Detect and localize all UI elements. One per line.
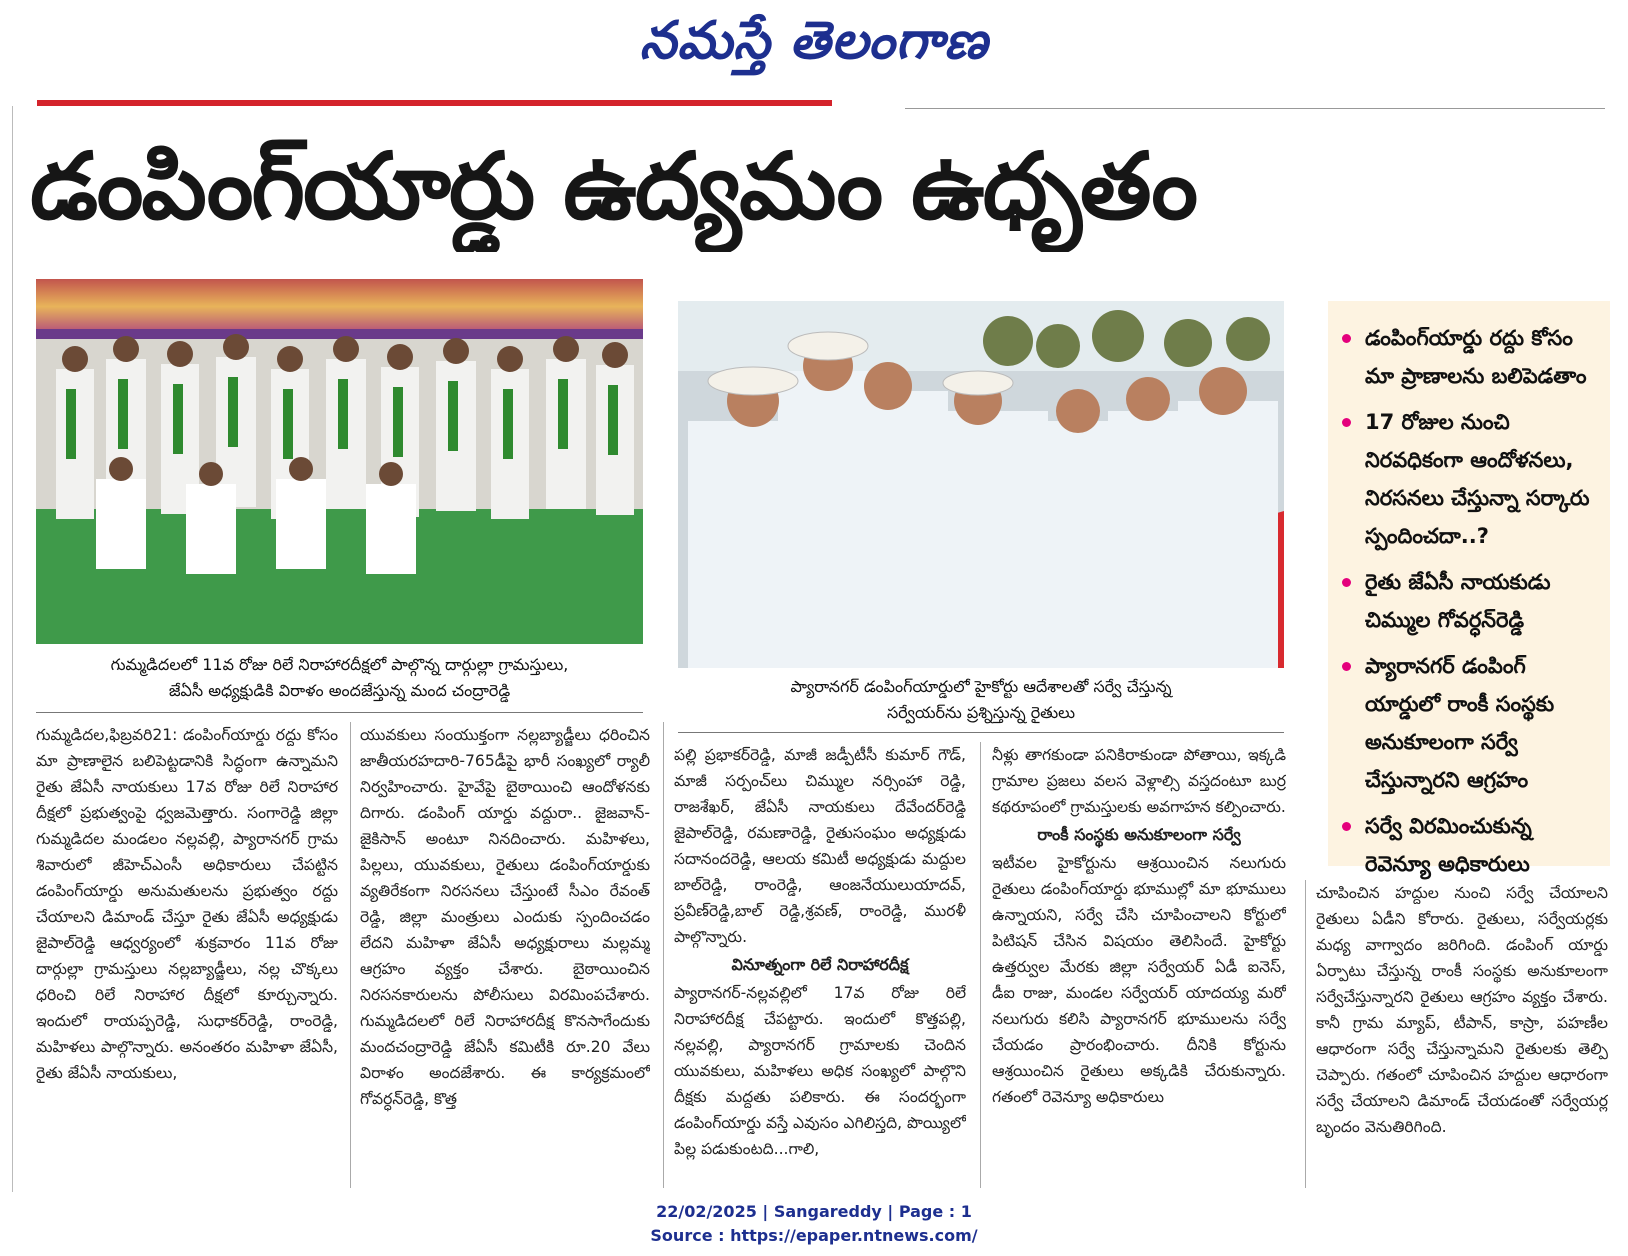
bullet-icon [1342,822,1351,831]
column-divider [980,742,981,1188]
protest-photo [36,279,643,644]
column-divider [350,722,351,1188]
left-caption-line1: గుమ్మడిదలలో 11వ రోజు రిలే నిరాహారదీక్షలో పాల్గొన్న దార్గుల్లా గ్రామస్తులు, [110,655,569,674]
left-border-rule [12,106,13,1192]
right-caption-line1: ప్యారానగర్ డంపింగ్‌యార్డులో హైకోర్టు ఆదేశాలతో సర్వే చేస్తున్న [790,677,1172,696]
right-caption-line2: సర్వేయర్‌ను ప్రశ్నిస్తున్న రైతులు [886,703,1076,722]
top-divider [905,108,1605,109]
subheading-relay-hunger-strike: వినూత్నంగా రిలే నిరాహారదీక్ష [731,955,909,974]
article-column-2 [360,722,650,1188]
subheading-ramky-survey: రాంకీ సంస్థకు అనుకూలంగా సర్వే [1037,825,1241,844]
column-divider [663,722,664,1188]
highlight-item: రైతు జేఏసీ నాయకుడు చిమ్ముల గోవర్ధన్‌రెడ్డి [1342,563,1600,639]
footer-source-link[interactable]: Source : https://epaper.ntnews.com/ [650,1226,978,1245]
highlights-box [1328,301,1610,876]
column-divider [1305,880,1306,1188]
column-5-text: చూపించిన హద్దుల నుంచి సర్వే చేయాలని రైతులు ఏడీని కోరారు. రైతులు, సర్వేయర్లకు మధ్య వాగ్వాదం జరిగింది. డంపింగ్ యార్డు ఏర్పాటు చేస్తున్న రాంకీ సంస్థకు అనుకూలంగా సర్వేచేస్తున్నారని రైతులు ఆగ్రహం వ్యక్తం చేశారు. కానీ గ్రామ మ్యాప్, టీపాన్, కాస్రా, పహణీల ఆధారంగా సర్వే చేస్తున్నామని రైతులకు తెల్పి చెప్పారు. గతంలో చూపించిన హద్దుల ఆధారంగా సర్వే చేయాలని డిమాండ్ చేయడంతో సర్వేయర్ల బృందం వెనుతిరిగింది. [1316,884,1608,1136]
highlight-item: ప్యారానగర్ డంపింగ్ యార్డులో రాంకీ సంస్థకు అనుకూలంగా సర్వే చేస్తున్నారని ఆగ్రహం [1342,647,1600,799]
highlight-item: 17 రోజుల నుంచి నిరవధికంగా ఆందోళనలు, నిరసనలు చేస్తున్నా సర్కారు స్పందించదా..? [1342,403,1600,555]
column-4-text-b: ఇటీవల హైకోర్టును ఆశ్రయించిన నలుగురు రైతులు డంపింగ్‌యార్డు భూముల్లో మా భూములు ఉన్నాయని, సర్వే చేసి చూపించాలని కోర్టులో పిటిషన్ చేసిన విషయం తెలిసిందే. హైకోర్టు ఉత్తర్వుల మేరకు జిల్లా సర్వేయర్ ఏడీ ఐనెస్, డీఐ రాజు, మండల సర్వేయర్ యాదయ్య మరో నలుగురు కలిసి ప్యారానగర్ భూములను సర్వే చేయడం ప్రారంభించారు. దీనికి కోర్టును ఆశ్రయించిన రైతులు అక్కడికి చేరుకున్నారు. గతంలో రెవెన్యూ అధికారులు [992,854,1286,1106]
survey-photo [678,301,1284,668]
right-photo-caption [678,674,1284,726]
bullet-icon [1342,334,1351,343]
column-1-text: గుమ్మడిదల,ఫిబ్రవరి21: డంపింగ్‌యార్డు రద్దు కోసం మా ప్రాణాలైన బలిపెట్టడానికి సిద్ధంగా ఉన్నామని రైతు జేఏసీ నాయకులు 17వ రోజు రిలే నిరాహార దీక్షలో ప్రభుత్వంపై ధ్వజమెత్తారు. సంగారెడ్డి జిల్లా గుమ్మడిదల మండలం నల్లవల్లి, ప్యారానగర్ గ్రామ శివారులో జీహెచ్ఎంసీ అధికారులు చేపట్టిన డంపింగ్‌యార్డు అనుమతులను ప్రభుత్వం రద్దు చేయాలని డిమాండ్ చేస్తూ రైతు జేఏసీ అధ్యక్షుడు జైపాల్‌రెడ్డి ఆధ్వర్యంలో శుక్రవారం 11వ రోజు దార్గుల్లా గ్రామస్తులు నల్లబ్యాడ్జీలు, నల్ల చొక్కలు ధరించి రిలే నిరాహార దీక్షలో కూర్చున్నారు. ఇందులో రాయప్పరెడ్డి, సుధాకర్‌రెడ్డి, రాంరెడ్డి, మహిళలు పాల్గొన్నారు. అనంతరం మహిళా జేఏసీ, రైతు జేఏసీ నాయకులు, [36,726,338,1082]
highlight-item: సర్వే విరమించుకున్న రెవెన్యూ అధికారులు [1342,807,1600,883]
bullet-icon [1342,578,1351,587]
article-column-4 [992,742,1286,1188]
column-3-text-a: పల్లి ప్రభాకర్‌రెడ్డి, మాజీ జడ్పీటీసీ కుమార్ గౌడ్, మాజీ సర్పంచ్‌లు చిమ్ముల నర్సింహా రెడ్డి, రాజశేఖర్, జేఏసీ నాయకులు దేవేందర్‌రెడ్డి జైపాల్‌రెడ్డి, రమణారెడ్డి, రైతుసంఘం అధ్యక్షుడు సదానందరెడ్డి, ఆలయ కమిటీ అధ్యక్షుడు మద్దుల బాల్‌రెడ్డి, రాంరెడ్డి, ఆంజనేయులుయాదవ్, ప్రవీణ్‌రెడ్డి,బాల్ రెడ్డి,శ్రవణ్, రాంరెడ్డి, మురళీ పాల్గొన్నారు. [674,746,966,946]
left-caption-rule [36,712,643,713]
article-column-1 [36,722,338,1188]
red-accent-bar [37,100,832,106]
bullet-icon [1342,418,1351,427]
bullet-icon [1342,662,1351,671]
column-2-text: యువకులు సంయుక్తంగా నల్లబ్యాడ్జీలు ధరించిన జాతీయరహదారి-765డీపై భారీ సంఖ్యలో ర్యాలీ నిర్వహించారు. హైవేపై బైఠాయించి ఆందోళనకు దిగారు. డంపింగ్ యార్డు వద్దురా.. జైజవాన్-జైకిసాన్ అంటూ నినదించారు. మహిళలు, పిల్లలు, యువకులు, రైతులు డంపింగ్‌యార్డుకు వ్యతిరేకంగా నిరసనలు చేస్తుంటే సీఎం రేవంత్ రెడ్డి, జిల్లా మంత్రులు ఎందుకు స్పందించడం లేదని మహిళా జేఏసీ అధ్యక్షురాలు మల్లమ్మ ఆగ్రహం వ్యక్తం చేశారు. బైఠాయించిన నిరసనకారులను పోలీసులు విరమింపచేశారు. గుమ్మడిదలలో రిలే నిరాహారదీక్ష కొనసాగేందుకు మందచంద్రారెడ్డి జేఏసీ కమిటీకి రూ.20 వేలు విరాళం అందజేశారు. ఈ కార్యక్రమంలో గోవర్ధన్‌రెడ్డి, కొత్త [360,726,650,1108]
footer-date-edition: 22/02/2025 | Sangareddy | Page : 1 [656,1202,972,1221]
column-3-text-b: ప్యారానగర్-నల్లవల్లిలో 17వ రోజు రిలే నిరాహారదీక్ష చేపట్టారు. ఇందులో కొత్తపల్లి, నల్లవల్లి, ప్యారానగర్ గ్రామాలకు చెందిన యువకులు, మహిళలు అధిక సంఖ్యలో పాల్గొని దీక్షకు మద్దతు పలికారు. ఈ సందర్భంగా డంపింగ్‌యార్డు వస్తే ఎవుసం ఎగిలిస్తది, పొయ్యిలో పిల్ల పడుకుంటది...గాలి, [674,984,966,1158]
column-4-text-a: నీళ్లు తాగకుండా పనికిరాకుండా పోతాయి, ఇక్కడి గ్రామాల ప్రజలు వలస వెళ్లాల్సి వస్తదంటూ బుర్ర కథరూపంలో గ్రామస్తులకు అవగాహన కల్పించారు. [992,746,1286,816]
masthead-logo: నమస్తే తెలంగాణ [639,10,989,71]
highlight-item: డంపింగ్‌యార్డు రద్దు కోసం మా ప్రాణాలను బలిపెడతాం [1342,319,1600,395]
headline: డంపింగ్‌యార్డు ఉద్యమం ఉధృతం [30,133,1197,240]
left-photo-caption [36,652,643,704]
right-caption-rule [678,732,1284,733]
article-column-3 [674,742,966,1188]
left-caption-line2: జేఏసీ అధ్యక్షుడికి విరాళం అందజేస్తున్న మంద చంద్రారెడ్డి [168,681,511,700]
article-column-5 [1316,880,1608,1188]
